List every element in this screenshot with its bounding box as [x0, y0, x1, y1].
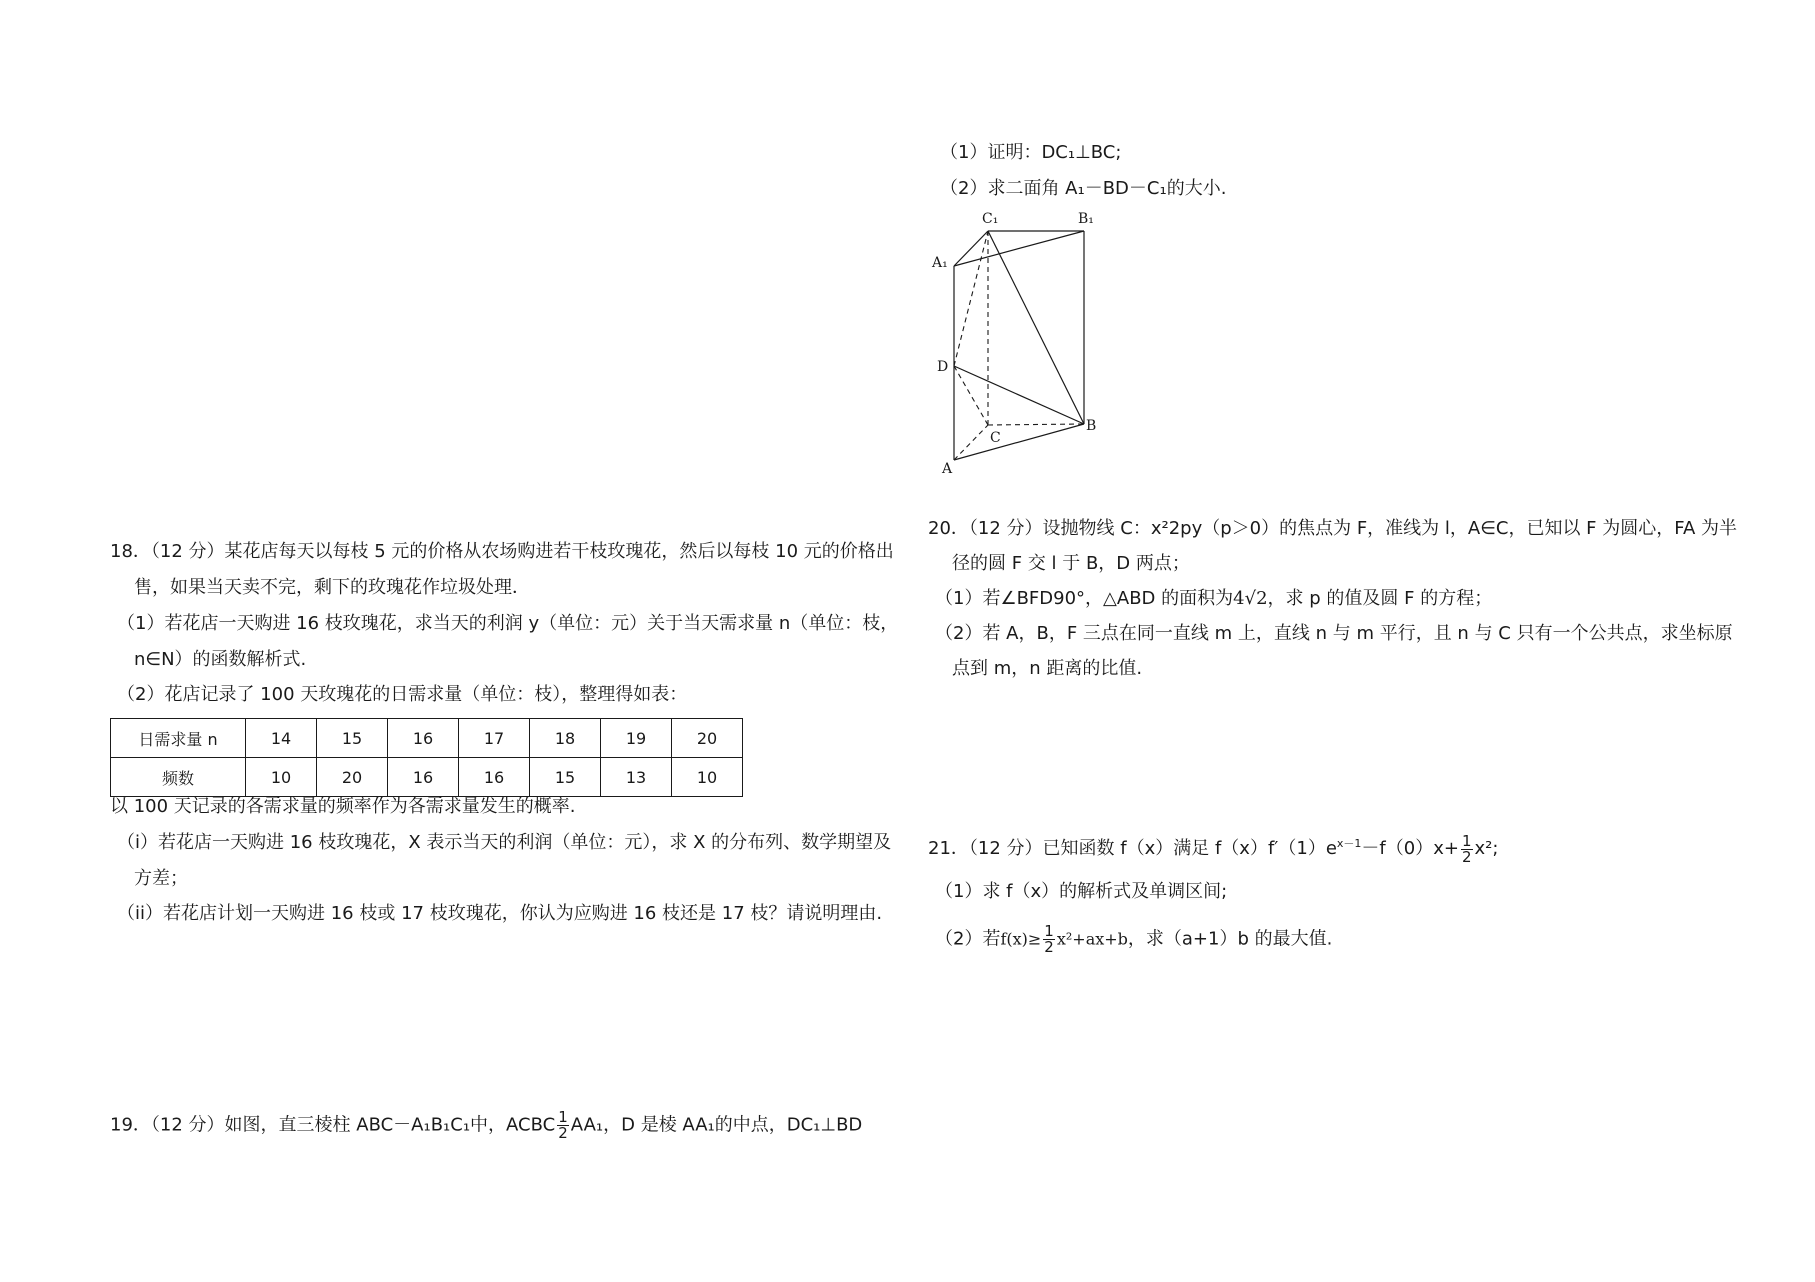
- q21-frac-den: 2: [1461, 847, 1472, 866]
- q18-line7: （i）若花店一天购进 16 枝玫瑰花，X 表示当天的利润（单位：元），求 X 的分布列、数学期望及: [117, 832, 892, 853]
- q21-line3-math-a: f(x)≥: [1000, 929, 1042, 949]
- edge-dc: [954, 366, 988, 425]
- table-cell: 16: [459, 758, 530, 797]
- q21-line3-fraction: [1043, 924, 1055, 955]
- q21-line1-post: x²;: [1474, 838, 1499, 859]
- q21-line3-math-b: x²+ax+b: [1056, 929, 1128, 949]
- edge-dc1: [954, 231, 988, 366]
- table-cell: 17: [459, 719, 530, 758]
- table-cell: 14: [246, 719, 317, 758]
- table-cell: 19: [601, 719, 672, 758]
- table-cell: 15: [317, 719, 388, 758]
- q18-line3: （1）若花店一天购进 16 枝玫瑰花，求当天的利润 y（单位：元）关于当天需求量 n（单位：枝，: [117, 613, 899, 634]
- q21-line1: [928, 833, 1498, 865]
- q20-line1: 20．（12 分）设抛物线 C：x²2py（p＞0）的焦点为 F，准线为 l，A∈C，已知以 F 为圆心，FA 为半: [928, 518, 1737, 539]
- q19-frac-den: 2: [558, 1124, 568, 1142]
- label-a: A: [942, 461, 953, 475]
- table-row: [111, 719, 743, 758]
- q20-line3-pre: （1）若∠BFD90°，△ABD 的面积为: [935, 588, 1234, 609]
- table-row: [111, 758, 743, 797]
- q20-line3-post: ，求 p 的值及圆 F 的方程；: [1267, 588, 1493, 609]
- table-cell: 18: [530, 719, 601, 758]
- q21-line1-mid: －f（0）x+: [1361, 838, 1459, 859]
- edge-db: [954, 366, 1084, 424]
- q19-text-post: AA₁，D 是棱 AA₁的中点，DC₁⊥BD: [570, 1114, 863, 1136]
- q20-line4: （2）若 A，B，F 三点在同一直线 m 上，直线 n 与 m 平行，且 n 与 C 只有一个公共点，求坐标原: [935, 623, 1733, 644]
- q19-fraction: [557, 1110, 569, 1141]
- q20-line2: 径的圆 F 交 l 于 B，D 两点；: [952, 553, 1190, 574]
- demand-frequency-table: [110, 718, 743, 797]
- q21-l3-frac-num: 1: [1044, 922, 1054, 940]
- q21-l3-frac-den: 2: [1044, 938, 1054, 956]
- edge-c1b: [988, 231, 1084, 424]
- q20-line5: 点到 m，n 距离的比值.: [952, 658, 1143, 679]
- q19-part1: （1）证明：DC₁⊥BC;: [940, 142, 1122, 163]
- q21-line1-fraction: [1461, 831, 1473, 866]
- q19-frac-num: 1: [558, 1108, 568, 1126]
- table-header-demand: 日需求量 n: [111, 719, 246, 758]
- label-a1: A₁: [932, 255, 948, 271]
- table-header-frequency: 频数: [111, 758, 246, 797]
- q18-line6: 以 100 天记录的各需求量的频率作为各需求量发生的概率.: [110, 796, 576, 817]
- q20-line3-math: 4√2: [1233, 588, 1268, 609]
- table-cell: 20: [672, 719, 743, 758]
- table-cell: 16: [388, 758, 459, 797]
- q21-line3: [935, 924, 1332, 955]
- q21-frac-num: 1: [1461, 831, 1472, 850]
- q19-line1: [110, 1110, 862, 1141]
- prism-figure: [930, 205, 1140, 475]
- table-cell: 13: [601, 758, 672, 797]
- q19-text-pre: 19．（12 分）如图，直三棱柱 ABC－A₁B₁C₁中，ACBC: [110, 1114, 556, 1136]
- q21-line1-sup: x－1: [1336, 837, 1362, 850]
- edge-cb: [988, 424, 1084, 425]
- table-cell: 10: [246, 758, 317, 797]
- q18-line8: 方差；: [134, 868, 188, 889]
- label-b: B: [1086, 418, 1097, 434]
- q21-line2: （1）求 f（x）的解析式及单调区间;: [935, 881, 1228, 902]
- q18-line2: 售，如果当天卖不完，剩下的玫瑰花作垃圾处理．: [134, 577, 530, 598]
- q18-line4: n∈N）的函数解析式.: [134, 649, 307, 670]
- label-d: D: [937, 359, 949, 375]
- label-c1: C₁: [982, 211, 999, 227]
- edge-a1c1: [954, 231, 988, 266]
- table-cell: 20: [317, 758, 388, 797]
- q19-part2: （2）求二面角 A₁－BD－C₁的大小.: [940, 178, 1227, 199]
- q18-line9: （ii）若花店计划一天购进 16 枝或 17 枝玫瑰花，你认为应购进 16 枝还是 17 枝？请说明理由.: [117, 903, 883, 924]
- q20-line3: [935, 588, 1492, 610]
- q21-line3-pre: （2）若: [935, 928, 1001, 950]
- q21-line1-pre: 21．（12 分）已知函数 f（x）满足 f（x）f′（1）e: [928, 838, 1337, 859]
- edge-a1b1: [954, 231, 1084, 266]
- q18-line5: （2）花店记录了 100 天玫瑰花的日需求量（单位：枝），整理得如表：: [117, 684, 688, 705]
- q21-line3-post: ，求（a+1）b 的最大值.: [1127, 928, 1333, 950]
- table-cell: 15: [530, 758, 601, 797]
- q18-line1: 18．（12 分）某花店每天以每枝 5 元的价格从农场购进若干枝玫瑰花，然后以每枝 10 元的价格出: [110, 541, 894, 562]
- edge-ab: [954, 424, 1084, 460]
- table-cell: 16: [388, 719, 459, 758]
- label-b1: B₁: [1078, 211, 1094, 227]
- table-cell: 10: [672, 758, 743, 797]
- label-c: C: [990, 430, 1001, 446]
